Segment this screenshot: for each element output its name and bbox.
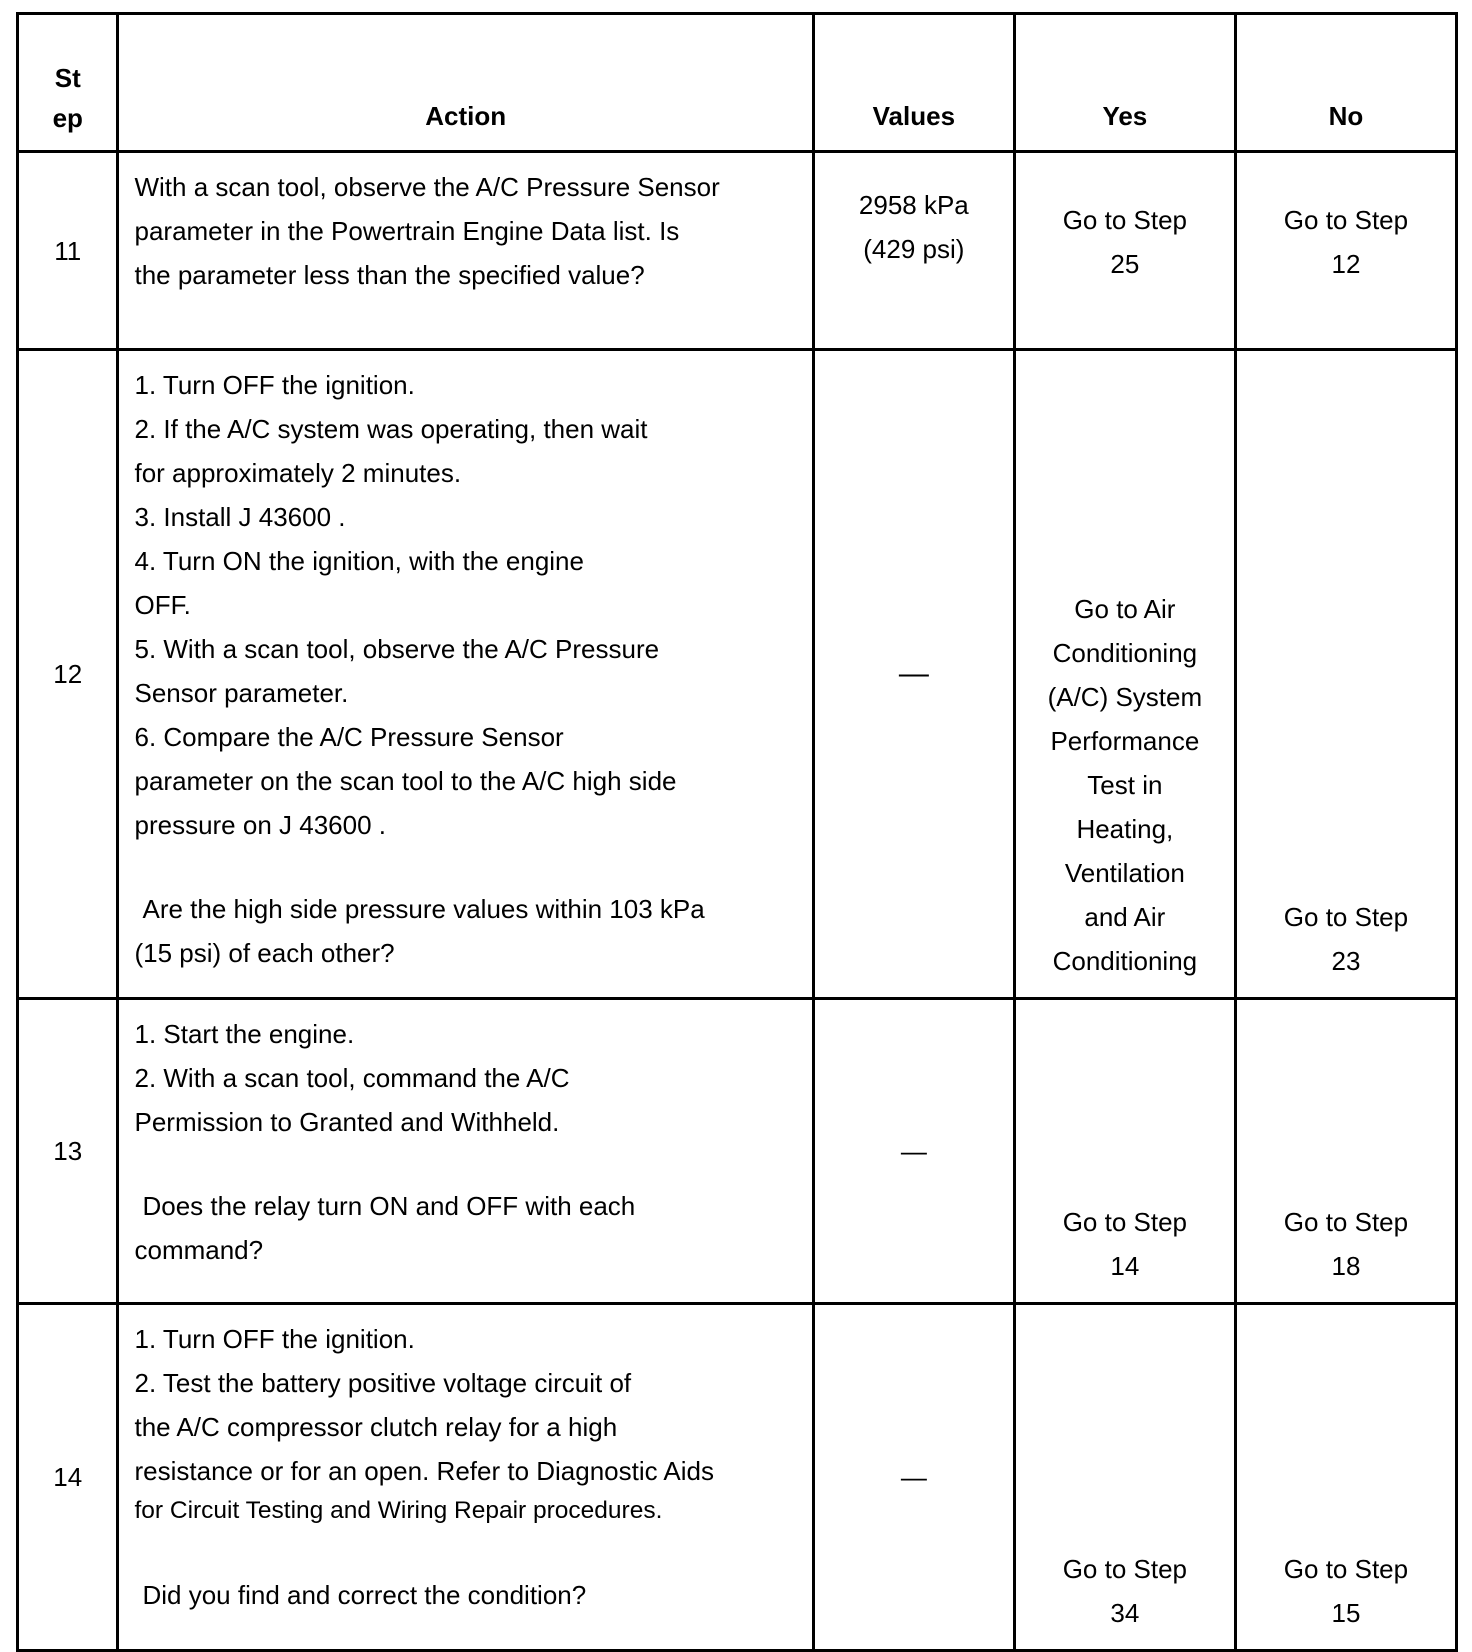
yes-line: Performance <box>1050 726 1200 756</box>
yes-cell <box>1014 1304 1235 1651</box>
question <box>134 887 801 975</box>
step-number: 13 <box>18 999 118 1304</box>
table-row <box>18 999 1457 1304</box>
question-line: Does the relay turn ON and OFF with each <box>142 1191 636 1221</box>
values-cell <box>813 350 1014 999</box>
yes-line: 25 <box>1110 249 1140 279</box>
question <box>134 1573 801 1617</box>
yes-line: (A/C) System <box>1047 682 1203 712</box>
yes-line: 34 <box>1110 1598 1140 1628</box>
action-line: resistance or for an open. Refer to Diagnostic Aids <box>134 1456 715 1486</box>
yes-line: Ventilation <box>1064 858 1185 888</box>
value-line: 2958 kPa <box>858 190 969 220</box>
yes-line: Conditioning <box>1052 638 1198 668</box>
values-cell <box>813 1304 1014 1651</box>
header-values: Values <box>813 14 1014 152</box>
spacer <box>134 847 801 887</box>
action-cell <box>118 152 813 350</box>
no-line: 18 <box>1331 1251 1361 1281</box>
action-line: Sensor parameter. <box>134 678 349 708</box>
no-line: 23 <box>1331 946 1361 976</box>
yes-line: Conditioning <box>1052 946 1198 976</box>
action-cell <box>118 1304 813 1651</box>
table-row <box>18 152 1457 350</box>
action-line: 2. With a scan tool, command the A/C <box>134 1063 570 1093</box>
action-line: Permission to Granted and Withheld. <box>134 1107 560 1137</box>
header-step-line2: ep <box>52 103 83 133</box>
yes-line: Test in <box>1087 770 1163 800</box>
question-line: Are the high side pressure values within 103 kPa <box>142 894 705 924</box>
no-cell <box>1235 1304 1456 1651</box>
yes-line: 14 <box>1110 1251 1140 1281</box>
yes-cell <box>1014 999 1235 1304</box>
action-line: 3. Install J 43600 . <box>134 502 346 532</box>
yes-line: Go to Air <box>1074 594 1176 624</box>
action-line: parameter on the scan tool to the A/C high side <box>134 766 677 796</box>
action-line: the parameter less than the specified value? <box>134 260 645 290</box>
header-row <box>18 14 1457 152</box>
yes-line: Go to Step <box>1062 1207 1188 1237</box>
no-line: Go to Step <box>1283 205 1409 235</box>
spacer <box>134 1144 801 1184</box>
table-row <box>18 1304 1457 1651</box>
no-cell <box>1235 350 1456 999</box>
step-number: 11 <box>18 152 118 350</box>
action-line: 1. Turn OFF the ignition. <box>134 370 415 400</box>
question <box>134 1184 801 1272</box>
action-line: pressure on J 43600 . <box>134 810 386 840</box>
diagnostic-table <box>16 12 1458 1652</box>
table-row <box>18 350 1457 999</box>
action-line: for Circuit Testing and Wiring Repair procedures. <box>134 1497 663 1524</box>
step-number: 14 <box>18 1304 118 1651</box>
yes-cell <box>1014 350 1235 999</box>
action-line: 1. Turn OFF the ignition. <box>134 1324 415 1354</box>
header-step-line1: St <box>54 63 81 93</box>
action-cell <box>118 999 813 1304</box>
no-cell <box>1235 152 1456 350</box>
question-line: Did you find and correct the condition? <box>142 1580 587 1610</box>
header-step <box>18 14 118 152</box>
yes-line: Go to Step <box>1062 205 1188 235</box>
yes-line: Heating, <box>1076 814 1174 844</box>
action-line: With a scan tool, observe the A/C Pressure Sensor <box>134 172 720 202</box>
header-no: No <box>1235 14 1456 152</box>
question-line: command? <box>134 1235 264 1265</box>
yes-line: Go to Step <box>1062 1554 1188 1584</box>
header-yes: Yes <box>1014 14 1235 152</box>
no-line: Go to Step <box>1283 1207 1409 1237</box>
yes-line: and Air <box>1084 902 1166 932</box>
step-number: 12 <box>18 350 118 999</box>
no-line: Go to Step <box>1283 902 1409 932</box>
action-line: 6. Compare the A/C Pressure Sensor <box>134 722 564 752</box>
action-line: 1. Start the engine. <box>134 1019 355 1049</box>
values-cell <box>813 999 1014 1304</box>
no-line: Go to Step <box>1283 1554 1409 1584</box>
no-line: 12 <box>1331 249 1361 279</box>
no-cell <box>1235 999 1456 1304</box>
header-action: Action <box>118 14 813 152</box>
action-line: 5. With a scan tool, observe the A/C Pressure <box>134 634 660 664</box>
value-dash: — <box>900 1136 927 1166</box>
action-line: parameter in the Powertrain Engine Data list. Is <box>134 216 680 246</box>
action-line: 2. If the A/C system was operating, then wait <box>134 414 648 444</box>
action-cell <box>118 350 813 999</box>
action-line: for approximately 2 minutes. <box>134 458 462 488</box>
question-line: (15 psi) of each other? <box>134 938 395 968</box>
value-line: (429 psi) <box>863 234 965 264</box>
no-line: 15 <box>1331 1598 1361 1628</box>
action-line: the A/C compressor clutch relay for a high <box>134 1412 618 1442</box>
action-line: 4. Turn ON the ignition, with the engine <box>134 546 584 576</box>
value-dash: — <box>898 657 929 690</box>
yes-cell <box>1014 152 1235 350</box>
action-line: 2. Test the battery positive voltage circuit of <box>134 1368 632 1398</box>
spacer <box>134 1529 801 1573</box>
action-line: OFF. <box>134 590 191 620</box>
value-dash: — <box>900 1462 927 1492</box>
values-cell <box>813 152 1014 350</box>
